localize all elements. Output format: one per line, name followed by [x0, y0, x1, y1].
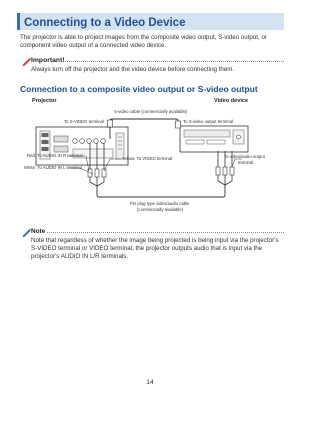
note-divider — [47, 232, 284, 233]
subheading: Connection to a composite video output or S-video output — [20, 84, 258, 94]
s-video-cable-label: S-video cable (commercially available) — [114, 109, 188, 114]
note-text: Note that regardless of whether the image being projected is being input via the projector's S-VIDEO terminal or VIDEO terminal, the projector outputs audio that is input via the projector's AUDIO IN L/R terminals. — [31, 237, 279, 260]
note-box — [17, 226, 284, 266]
pin-cable-label-line1: Pin plug type video/audio cable — [130, 201, 190, 206]
av-output-label-line1: To video/audio output — [224, 154, 265, 159]
to-s-video-output-label: To S-video output terminal — [183, 119, 233, 124]
av-output-label-line2: terminal — [238, 160, 254, 165]
intro-paragraph: The projector is able to project images from the composite video output, S-video output, or component video output of a connected video device. — [20, 34, 267, 50]
important-label: Important! — [31, 57, 65, 64]
important-box — [17, 55, 284, 77]
pin-cable-label-line2: (commercially available) — [137, 207, 184, 212]
white-audio-label: White: To AUDIO IN L terminal — [24, 165, 82, 170]
section-title-bar — [17, 13, 284, 30]
to-s-video-terminal-label: To S-VIDEO terminal — [64, 119, 104, 124]
note-label: Note — [31, 228, 46, 235]
page-number: 14 — [146, 379, 154, 386]
video-device-label: Video device — [214, 98, 249, 104]
projector-label: Projector — [32, 98, 57, 104]
video-device-illustration — [180, 126, 248, 152]
important-divider — [65, 61, 284, 62]
section-title: Connecting to a Video Device — [24, 17, 186, 29]
yellow-video-label: Yellow: To VIDEO terminal — [122, 156, 173, 161]
connection-diagram — [0, 95, 300, 215]
red-audio-label: Red: To AUDIO IN R terminal — [27, 153, 83, 158]
important-text: Always turn off the projector and the video device before connecting them. — [31, 66, 235, 73]
projector-rear-panel — [36, 127, 128, 165]
